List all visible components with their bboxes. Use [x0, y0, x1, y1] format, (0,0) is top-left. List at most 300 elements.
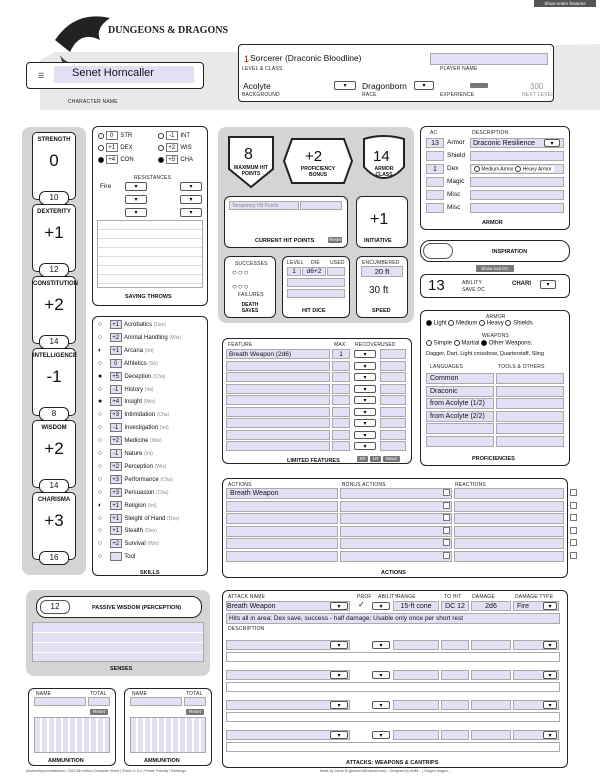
skill-value[interactable]: +2: [110, 462, 122, 471]
skill-name: Sleight of Hand: [124, 515, 166, 522]
class-input[interactable]: Sorcerer (Draconic Bloodline): [250, 53, 410, 65]
bonus-action-toggle[interactable]: [443, 514, 450, 521]
tool-entry[interactable]: [496, 411, 564, 422]
language-entry[interactable]: from Acolyte (2/2): [426, 411, 494, 422]
limited-feature-recover-dropdown[interactable]: ▾: [354, 442, 376, 450]
skill-value[interactable]: -1: [110, 449, 122, 458]
attack-row-range[interactable]: [393, 670, 439, 680]
attack-ability-dropdown[interactable]: ▾: [372, 602, 390, 610]
resistance-notes[interactable]: [97, 220, 203, 288]
save-proficiency-radio[interactable]: [98, 133, 104, 139]
spell-save-dc-value[interactable]: 13: [428, 277, 445, 294]
action-entry[interactable]: Breath Weapon: [226, 488, 338, 499]
bonus-action-entry[interactable]: [340, 513, 452, 524]
skill-ability: (Wis): [150, 438, 162, 445]
limited-feature-max[interactable]: 1: [332, 349, 350, 359]
limited-feature-max[interactable]: [332, 372, 350, 382]
limited-feature-name[interactable]: [226, 372, 330, 382]
armor-weight-radios[interactable]: [472, 166, 554, 172]
attack-name-input[interactable]: Breath Weapon: [226, 601, 350, 611]
reaction-toggle[interactable]: [570, 527, 577, 534]
attack-name-dropdown[interactable]: ▾: [330, 602, 348, 610]
skill-proficiency-toggle[interactable]: ○: [98, 411, 103, 419]
skill-value[interactable]: +5: [110, 372, 122, 381]
reaction-entry[interactable]: [454, 488, 564, 499]
attack-row-type-dropdown[interactable]: ▾: [543, 731, 557, 739]
limited-feature-used[interactable]: [380, 430, 406, 440]
ammo-tracker[interactable]: [34, 717, 110, 753]
save-value[interactable]: -1: [166, 131, 178, 140]
limited-feature-used[interactable]: [380, 361, 406, 371]
lr-button[interactable]: LR: [370, 456, 381, 462]
background-value[interactable]: Acolyte: [243, 81, 271, 91]
attack-row-notes[interactable]: [226, 682, 560, 692]
ac-row-description[interactable]: Draconic Resilience: [470, 138, 564, 148]
attack-row-name-dropdown[interactable]: ▾: [330, 641, 348, 649]
attack-row-ability-dropdown[interactable]: ▾: [372, 701, 390, 709]
limited-feature-used[interactable]: [380, 418, 406, 428]
weapons-martial-radio[interactable]: [454, 340, 460, 346]
save-value[interactable]: +4: [106, 155, 118, 164]
attack-row-to-hit[interactable]: [441, 730, 469, 740]
save-row[interactable]: [158, 143, 192, 152]
save-proficiency-radio[interactable]: [98, 145, 104, 151]
limited-feature-max[interactable]: [332, 361, 350, 371]
attack-row-damage[interactable]: [471, 730, 511, 740]
resistance-dropdown-6[interactable]: ▾: [180, 208, 202, 217]
limited-feature-name[interactable]: [226, 418, 330, 428]
heavy-armor-radio[interactable]: [515, 166, 521, 172]
ac-row-value[interactable]: 1: [426, 164, 444, 174]
spell-ability-dropdown[interactable]: ▾: [540, 280, 556, 289]
show-features-button[interactable]: Show entire features: [534, 0, 596, 7]
skill-row[interactable]: [98, 320, 166, 329]
level-class-label: LEVEL & CLASS: [242, 66, 283, 72]
ac-row-value[interactable]: [426, 203, 444, 213]
attack-row-name-dropdown[interactable]: ▾: [330, 701, 348, 709]
ability-score[interactable]: 12: [39, 263, 69, 277]
skill-value[interactable]: +1: [110, 514, 122, 523]
limited-feature-recover-dropdown[interactable]: ▾: [354, 419, 376, 427]
bonus-action-entry[interactable]: [340, 488, 452, 499]
attack-notes[interactable]: Hits all in area; Dex save, success - half damage; Usable only once per short rest: [226, 613, 560, 624]
death-failure-circles[interactable]: ○○○: [232, 282, 250, 291]
weapons-other-radio[interactable]: [481, 340, 487, 346]
skill-row[interactable]: [98, 488, 169, 497]
skill-value[interactable]: -1: [110, 385, 122, 394]
reaction-entry[interactable]: [454, 513, 564, 524]
reaction-toggle[interactable]: [570, 514, 577, 521]
hit-dice-row3[interactable]: [287, 289, 345, 298]
skill-proficiency-toggle[interactable]: ○: [98, 424, 103, 432]
ac-row-value[interactable]: [426, 190, 444, 200]
language-entry[interactable]: [426, 436, 494, 447]
skill-name: Acrobatics: [124, 322, 153, 329]
weapons-list[interactable]: Dagger, Dart, Light crossbow, Quarterstaff, Sling: [426, 351, 544, 357]
tool-entry[interactable]: [496, 436, 564, 447]
skill-value[interactable]: +4: [110, 397, 122, 406]
limited-feature-name[interactable]: [226, 395, 330, 405]
death-success-circles[interactable]: ○○○: [232, 268, 250, 277]
weapons-martial-label: Martial: [461, 340, 480, 347]
ammo-name-input[interactable]: [34, 697, 86, 706]
ac-row-description[interactable]: [470, 151, 564, 161]
armor-class-value[interactable]: 14: [373, 148, 390, 165]
hit-dice-die[interactable]: d6+2: [302, 267, 326, 276]
hit-dice-used[interactable]: [327, 267, 345, 276]
armor-type-dropdown[interactable]: ▾: [544, 139, 560, 147]
attack-row-notes[interactable]: [226, 652, 560, 662]
action-entry[interactable]: [226, 501, 338, 512]
ac-row-value[interactable]: 13: [426, 138, 444, 148]
skill-row[interactable]: [98, 397, 155, 406]
skill-proficiency-toggle[interactable]: ○: [98, 514, 103, 522]
skill-row[interactable]: [98, 436, 162, 445]
skill-row[interactable]: [98, 410, 169, 419]
bonus-action-toggle[interactable]: [443, 539, 450, 546]
resistance-dropdown-5[interactable]: ▾: [125, 208, 147, 217]
attack-range-input[interactable]: 15-ft cone: [393, 601, 439, 611]
bonus-action-entry[interactable]: [340, 501, 452, 512]
attack-row-to-hit[interactable]: [441, 640, 469, 650]
skill-proficiency-toggle[interactable]: ○: [98, 333, 103, 341]
current-hp-input[interactable]: [229, 212, 343, 234]
dawn-button[interactable]: Dawn: [383, 456, 400, 462]
tool-entry[interactable]: [496, 386, 564, 397]
language-entry[interactable]: [426, 423, 494, 434]
language-entry[interactable]: Common: [426, 373, 494, 384]
reaction-toggle[interactable]: [570, 489, 577, 496]
save-proficiency-radio[interactable]: [158, 133, 164, 139]
initiative-label: INITIATIVE: [364, 238, 392, 244]
spell-ability-value[interactable]: CHARI: [512, 281, 531, 287]
bonus-action-entry[interactable]: [340, 551, 452, 562]
limited-feature-recover-dropdown[interactable]: ▾: [354, 373, 376, 381]
skill-ability: (Int): [144, 347, 154, 354]
limited-feature-used[interactable]: [380, 407, 406, 417]
skill-row[interactable]: [98, 449, 153, 458]
skill-name: Perception: [124, 463, 154, 470]
limited-feature-recover-dropdown[interactable]: ▾: [354, 385, 376, 393]
bonus-action-toggle[interactable]: [443, 502, 450, 509]
resistance-dropdown-4[interactable]: ▾: [180, 195, 202, 204]
skill-row[interactable]: [98, 359, 158, 368]
ability-modifier[interactable]: 0: [49, 151, 59, 170]
skill-value[interactable]: [110, 552, 122, 561]
passive-perception-value[interactable]: 12: [40, 600, 70, 614]
ammo-name-input[interactable]: [130, 697, 182, 706]
skill-row[interactable]: [98, 475, 173, 484]
skill-proficiency-toggle[interactable]: ○: [98, 321, 103, 329]
attack-row-range[interactable]: [393, 700, 439, 710]
medium-armor-label: Medium Armor: [481, 166, 514, 173]
attack-row-damage[interactable]: [471, 670, 511, 680]
temp-hp-input[interactable]: Temporary Hit Points: [229, 201, 299, 210]
save-proficiency-radio[interactable]: [158, 145, 164, 151]
ability-score[interactable]: 14: [39, 335, 69, 349]
attack-row-range[interactable]: [393, 730, 439, 740]
action-entry[interactable]: [226, 526, 338, 537]
skill-proficiency-toggle[interactable]: ○: [98, 475, 103, 483]
attack-row-type-dropdown[interactable]: ▾: [543, 701, 557, 709]
skill-row[interactable]: [98, 501, 157, 510]
attack-row-to-hit[interactable]: [441, 670, 469, 680]
ac-row-description[interactable]: [470, 203, 564, 213]
resistance-dropdown-3[interactable]: ▾: [125, 195, 147, 204]
save-value[interactable]: +5: [166, 155, 178, 164]
limited-feature-recover-dropdown[interactable]: ▾: [354, 362, 376, 370]
skill-ability: (Int): [147, 502, 157, 509]
senses-notes[interactable]: [32, 622, 204, 662]
experience-add-button[interactable]: [470, 83, 488, 88]
skill-value[interactable]: +2: [110, 436, 122, 445]
attack-row-ability-dropdown[interactable]: ▾: [372, 641, 390, 649]
attack-row-to-hit[interactable]: [441, 700, 469, 710]
attack-row-type-dropdown[interactable]: ▾: [543, 641, 557, 649]
character-name-input[interactable]: Senet Horncaller: [54, 66, 194, 83]
ac-row-name: Shield: [447, 152, 466, 159]
skill-proficiency-toggle[interactable]: ○: [98, 462, 103, 470]
limited-feature-name[interactable]: [226, 430, 330, 440]
armor-shields-label: Shields: [513, 320, 533, 327]
race-value[interactable]: Dragonborn: [362, 81, 407, 91]
skill-row[interactable]: [98, 333, 181, 342]
speed-value[interactable]: 30 ft: [369, 285, 389, 296]
reaction-entry[interactable]: [454, 551, 564, 562]
ability-score[interactable]: 14: [39, 479, 69, 493]
action-entry[interactable]: [226, 551, 338, 562]
level-input[interactable]: 1: [244, 54, 250, 64]
armor-light-radio[interactable]: [426, 320, 432, 326]
limited-feature-name[interactable]: Breath Weapon (2d6): [226, 349, 330, 359]
ability-modifier[interactable]: -1: [46, 367, 62, 386]
language-entry[interactable]: from Acolyte (1/2): [426, 398, 494, 409]
resistances-label: RESISTANCES: [134, 175, 172, 181]
ability-modifier[interactable]: +2: [44, 295, 64, 314]
bonus-action-toggle[interactable]: [443, 527, 450, 534]
ac-row-value[interactable]: [426, 177, 444, 187]
ammo-total-input[interactable]: [88, 697, 110, 706]
limited-feature-used[interactable]: [380, 395, 406, 405]
limited-feature-name[interactable]: [226, 361, 330, 371]
skill-row[interactable]: [98, 514, 179, 523]
bonus-action-entry[interactable]: [340, 526, 452, 537]
ability-name: INTELLIGENCE: [33, 353, 78, 359]
reaction-entry[interactable]: [454, 526, 564, 537]
ability-score[interactable]: 10: [39, 191, 69, 205]
ac-row-name: Magic: [447, 178, 465, 185]
bonus-action-toggle[interactable]: [443, 552, 450, 559]
limited-feature-used[interactable]: [380, 384, 406, 394]
limited-feature-name[interactable]: [226, 384, 330, 394]
sr-button[interactable]: SR: [357, 456, 368, 462]
attack-type-input[interactable]: Fire: [513, 601, 559, 611]
skill-row[interactable]: [98, 462, 166, 471]
skill-row[interactable]: [98, 552, 135, 561]
reaction-toggle[interactable]: [570, 502, 577, 509]
reaction-entry[interactable]: [454, 501, 564, 512]
skill-value[interactable]: +2: [110, 539, 122, 548]
resistance-value[interactable]: Fire: [100, 183, 112, 190]
armor-shields-radio[interactable]: [505, 320, 511, 326]
experience-value[interactable]: 300: [530, 82, 544, 91]
limited-feature-recover-dropdown[interactable]: ▾: [354, 408, 376, 416]
encumbered-speed[interactable]: 20 ft: [361, 266, 403, 277]
weapons-simple-radio[interactable]: [426, 340, 432, 346]
ability-modifier[interactable]: +3: [44, 511, 64, 530]
skill-value[interactable]: +3: [110, 488, 122, 497]
bonus-action-toggle[interactable]: [443, 489, 450, 496]
save-value[interactable]: +2: [166, 143, 178, 152]
skill-value[interactable]: +1: [110, 320, 122, 329]
tool-entry[interactable]: [496, 398, 564, 409]
attack-prof-check[interactable]: ✓: [358, 600, 365, 609]
hp-reset-button[interactable]: Reset: [329, 237, 341, 242]
save-proficiency-radio[interactable]: [158, 157, 164, 163]
ac-row-value[interactable]: [426, 151, 444, 161]
attack-row-damage[interactable]: [471, 700, 511, 710]
medium-armor-radio[interactable]: [474, 166, 480, 172]
skill-proficiency-toggle[interactable]: ◐: [98, 346, 103, 354]
limited-feature-used[interactable]: [380, 372, 406, 382]
tool-entry[interactable]: [496, 423, 564, 434]
background-dropdown[interactable]: ▾: [334, 81, 356, 90]
ammo-reset-button[interactable]: Reset: [186, 709, 204, 715]
hit-dice-level[interactable]: 1: [287, 267, 301, 276]
skill-value[interactable]: -1: [110, 423, 122, 432]
attack-row-name-dropdown[interactable]: ▾: [330, 671, 348, 679]
ability-modifier[interactable]: +1: [44, 223, 64, 242]
skill-row[interactable]: [98, 526, 157, 535]
resistance-dropdown-2[interactable]: ▾: [180, 182, 202, 191]
attack-damage-input[interactable]: 2d6: [471, 601, 511, 611]
save-value[interactable]: +1: [106, 143, 118, 152]
inspiration-checkbox[interactable]: [423, 243, 453, 259]
prof-armor-label: ARMOR: [486, 314, 506, 320]
save-row[interactable]: [98, 155, 134, 164]
save-value[interactable]: 0: [106, 131, 118, 140]
save-proficiency-radio[interactable]: [98, 157, 104, 163]
limited-feature-max[interactable]: [332, 407, 350, 417]
limited-feature-used[interactable]: [380, 441, 406, 451]
limited-feature-max[interactable]: [332, 430, 350, 440]
attack-row-range[interactable]: [393, 640, 439, 650]
skill-value[interactable]: +1: [110, 526, 122, 535]
skill-ability: (Dex): [144, 528, 157, 535]
attack-row-ability-dropdown[interactable]: ▾: [372, 731, 390, 739]
skill-row[interactable]: [98, 539, 159, 548]
limited-feature-recover-dropdown[interactable]: ▾: [354, 431, 376, 439]
attack-row-name-dropdown[interactable]: ▾: [330, 731, 348, 739]
attack-to-hit-input[interactable]: DC 12: [441, 601, 469, 611]
ac-row-description[interactable]: [470, 190, 564, 200]
limited-feature-max[interactable]: [332, 441, 350, 451]
save-row[interactable]: [98, 143, 133, 152]
attack-row-notes[interactable]: [226, 712, 560, 722]
skill-proficiency-toggle[interactable]: ○: [98, 540, 103, 548]
attack-row-damage[interactable]: [471, 640, 511, 650]
weapons-prof-row[interactable]: [426, 340, 532, 347]
skill-proficiency-toggle[interactable]: ○: [98, 359, 103, 367]
ability-box: [32, 132, 76, 200]
ability-score[interactable]: 16: [39, 551, 69, 565]
max-hp-value[interactable]: 8: [244, 146, 253, 163]
skill-value[interactable]: +3: [110, 475, 122, 484]
attack-type-dropdown[interactable]: ▾: [543, 602, 557, 610]
skill-proficiency-toggle[interactable]: ●: [98, 372, 103, 380]
limited-feature-max[interactable]: [332, 384, 350, 394]
skill-proficiency-toggle[interactable]: ○: [98, 553, 103, 561]
race-dropdown[interactable]: ▾: [414, 81, 434, 90]
skill-proficiency-toggle[interactable]: ●: [98, 398, 103, 406]
bonus-action-entry[interactable]: [340, 538, 452, 549]
resistance-dropdown-1[interactable]: ▾: [125, 182, 147, 191]
skill-proficiency-toggle[interactable]: ○: [98, 437, 103, 445]
skill-value[interactable]: +1: [110, 346, 122, 355]
skill-proficiency-toggle[interactable]: ◐: [98, 501, 103, 509]
skill-value[interactable]: +3: [110, 410, 122, 419]
reaction-toggle[interactable]: [570, 552, 577, 559]
attack-row-type-dropdown[interactable]: ▾: [543, 671, 557, 679]
save-row[interactable]: [158, 155, 193, 164]
ability-modifier[interactable]: +2: [44, 439, 64, 458]
proficiency-value[interactable]: +2: [305, 148, 323, 165]
save-row[interactable]: [158, 131, 190, 140]
temp-hp-value[interactable]: [300, 201, 342, 210]
limited-feature-max[interactable]: [332, 395, 350, 405]
limited-feature-recover-dropdown[interactable]: ▾: [354, 350, 376, 358]
skill-row[interactable]: [98, 346, 154, 355]
skill-value[interactable]: 0: [110, 359, 122, 368]
reaction-toggle[interactable]: [570, 539, 577, 546]
skill-proficiency-toggle[interactable]: ○: [98, 488, 103, 496]
limited-feature-used[interactable]: [380, 349, 406, 359]
skill-row[interactable]: [98, 385, 154, 394]
show-tool-dc-button[interactable]: Show tool DC: [476, 265, 514, 272]
armor-heavy-radio[interactable]: [479, 320, 485, 326]
limited-feature-recover-dropdown[interactable]: ▾: [354, 396, 376, 404]
ability-score[interactable]: 8: [39, 407, 69, 421]
initiative-value[interactable]: +1: [370, 211, 389, 228]
save-row[interactable]: [98, 131, 132, 140]
action-entry[interactable]: [226, 538, 338, 549]
player-name-input[interactable]: [430, 53, 548, 65]
skill-value[interactable]: +2: [110, 333, 122, 342]
ammo-reset-button[interactable]: Reset: [90, 709, 108, 715]
action-entry[interactable]: [226, 513, 338, 524]
ammo-tracker[interactable]: [130, 717, 206, 753]
skill-row[interactable]: [98, 423, 169, 432]
language-entry[interactable]: Draconic: [426, 386, 494, 397]
skill-proficiency-toggle[interactable]: ○: [98, 450, 103, 458]
attack-row-notes[interactable]: [226, 742, 560, 752]
hit-dice-row2[interactable]: [287, 278, 345, 287]
skill-proficiency-toggle[interactable]: ○: [98, 385, 103, 393]
reaction-entry[interactable]: [454, 538, 564, 549]
tool-entry[interactable]: [496, 373, 564, 384]
limited-feature-max[interactable]: [332, 418, 350, 428]
ac-row-description[interactable]: [470, 177, 564, 187]
attack-row-ability-dropdown[interactable]: ▾: [372, 671, 390, 679]
ammo-total-input[interactable]: [184, 697, 206, 706]
skill-proficiency-toggle[interactable]: ○: [98, 527, 103, 535]
limited-feature-name[interactable]: [226, 407, 330, 417]
skill-value[interactable]: +1: [110, 501, 122, 510]
skill-row[interactable]: [98, 372, 166, 381]
armor-medium-radio[interactable]: [448, 320, 454, 326]
armor-prof-row[interactable]: [426, 320, 533, 327]
limited-feature-name[interactable]: [226, 441, 330, 451]
